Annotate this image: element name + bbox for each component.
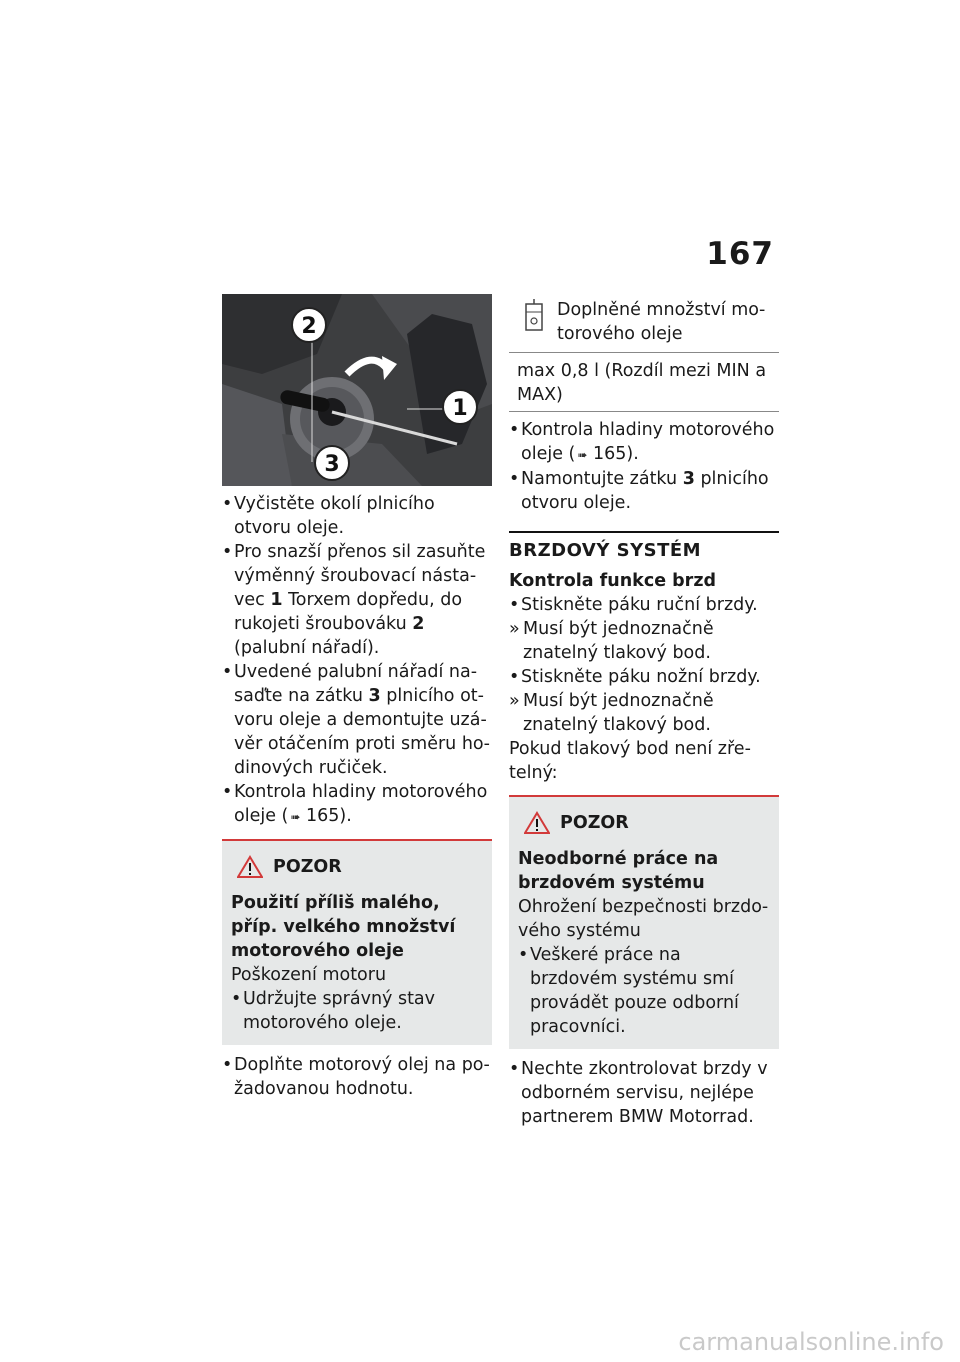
warning-consequence: Ohrožení bezpečnosti brzdového systému bbox=[518, 897, 769, 941]
step-item: • Pro snazší přenos sil zasuňte výměnný šroubovací nástavec 1 Torxem dopředu, do rukojeti šroubováku 2 (palubní nářadí). bbox=[222, 542, 486, 658]
spec-value: max 0,8 l (Rozdíl mezi MIN a MAX) bbox=[517, 361, 767, 405]
page-number: 167 bbox=[706, 236, 774, 272]
section-divider bbox=[509, 531, 779, 593]
oil-quantity-spec bbox=[509, 294, 779, 412]
oil-finish-steps bbox=[509, 418, 779, 515]
oil-fill-steps bbox=[222, 492, 492, 829]
warning-item: • Udržujte správný stav motorového oleje. bbox=[231, 989, 436, 1033]
step-item: • Uvedené palubní nářadí nasaďte na zátku 3 plnicího otvoru oleje a demontujte uzávěr otáčením proti směru hodinových ručiček. bbox=[222, 662, 490, 778]
condition-text: Pokud tlakový bod není zřetelný: bbox=[509, 739, 751, 783]
callout-1: 1 bbox=[452, 396, 468, 421]
warning-title: Neodborné práce na brzdovém systému bbox=[518, 849, 719, 893]
spec-label: Doplněné množství motorového oleje bbox=[557, 300, 766, 344]
page-reference-icon: ➠ bbox=[577, 448, 586, 462]
step-item: • Vyčistěte okolí plnicího otvoru oleje. bbox=[222, 494, 435, 538]
step-item: • Kontrola hladiny motorového oleje ( ➠ 165). bbox=[222, 780, 492, 829]
callout-2: 2 bbox=[301, 314, 317, 339]
step-item: • Nechte zkontrolovat brzdy v odborném servisu, nejlépe partnerem BMW Motorrad. bbox=[509, 1059, 768, 1127]
oil-filler-figure bbox=[222, 294, 492, 486]
step-item: • Stiskněte páku nožní brzdy. bbox=[509, 667, 761, 687]
step-item: • Namontujte zátku 3 plnicího otvoru oleje. bbox=[509, 469, 769, 513]
result-item: » Musí být jednoznačně znatelný tlakový bod. bbox=[509, 691, 714, 735]
warning-consequence: Poškození motoru bbox=[231, 965, 387, 985]
brake-check-steps bbox=[509, 593, 779, 737]
warning-label: POZOR bbox=[560, 813, 629, 833]
warning-item: • Veškeré práce na brzdovém systému smí provádět pouze odborní pracovníci. bbox=[518, 945, 739, 1037]
subsection-title: Kontrola funkce brzd bbox=[509, 571, 717, 591]
step-item: • Kontrola hladiny motorového oleje ( ➠ 165). bbox=[509, 418, 779, 467]
warning-box-oil bbox=[222, 839, 492, 1045]
watermark: carmanualsonline.info bbox=[678, 1328, 944, 1356]
page-reference-icon: ➠ bbox=[290, 810, 299, 824]
callout-3: 3 bbox=[324, 452, 340, 477]
warning-triangle-icon bbox=[524, 811, 550, 835]
left-column bbox=[222, 294, 492, 1101]
warning-label: POZOR bbox=[273, 857, 342, 877]
step-item: • Doplňte motorový olej na požadovanou hodnotu. bbox=[222, 1055, 490, 1099]
oil-topup-steps bbox=[222, 1053, 492, 1101]
right-column bbox=[509, 294, 779, 1129]
warning-triangle-icon bbox=[237, 855, 263, 879]
warning-box-brakes bbox=[509, 795, 779, 1049]
result-item: » Musí být jednoznačně znatelný tlakový bod. bbox=[509, 619, 714, 663]
oil-can-spec-icon bbox=[523, 298, 545, 334]
oil-filler-illustration bbox=[222, 294, 492, 486]
warning-title: Použití příliš malého, příp. velkého množství motorového oleje bbox=[231, 893, 456, 961]
step-item: • Stiskněte páku ruční brzdy. bbox=[509, 595, 758, 615]
workshop-steps bbox=[509, 1057, 779, 1129]
section-title: BRZDOVÝ SYSTÉM bbox=[509, 540, 702, 561]
